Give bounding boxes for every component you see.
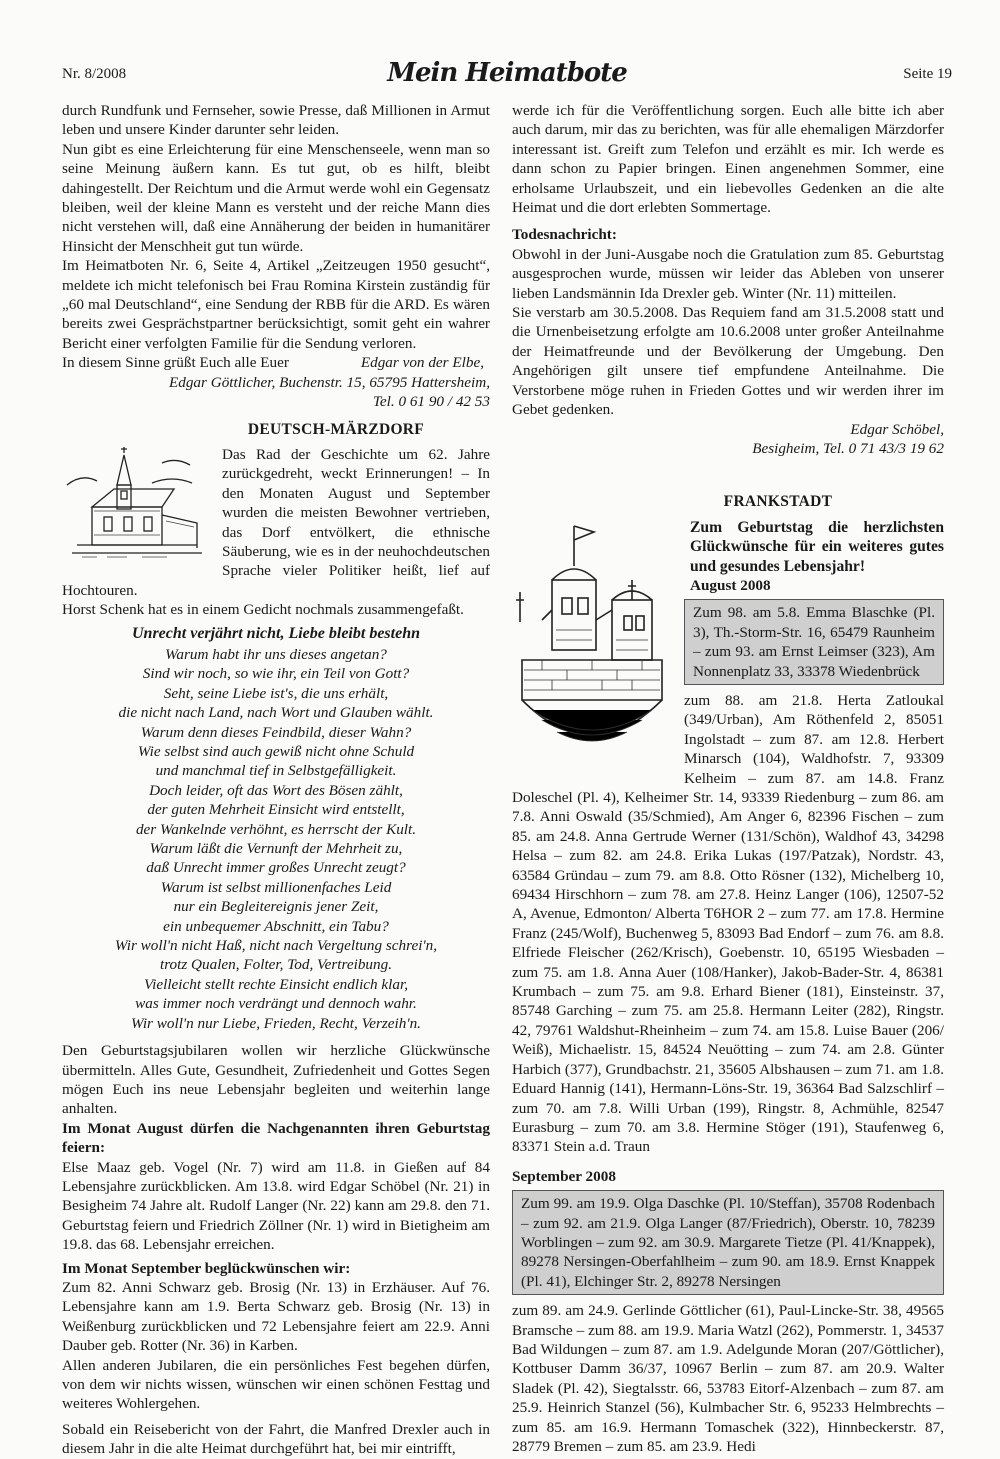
page-number: Seite 19 [903, 66, 952, 82]
left-column [62, 101, 490, 1459]
poem-line: Warum habt ihr uns dieses angetan? [165, 645, 387, 663]
poem-line: Sind wir noch, so wie ihr, ein Teil von Gott? [142, 665, 410, 683]
poem-line: ein unbequemer Abschnitt, ein Tabu? [163, 917, 389, 935]
poem-line: Wir woll'n nicht Haß, nicht nach Vergeltung schrei'n, [114, 937, 438, 955]
page-header [62, 58, 952, 88]
signature-line [62, 353, 490, 372]
poem-line: Wir woll'n nur Liebe, Frieden, Recht, Verzeih'n. [131, 1014, 421, 1032]
subheading-september-2008: September 2008 [512, 1167, 616, 1185]
castle-illustration [512, 520, 674, 773]
chapel-illustration [62, 445, 212, 568]
issue-number: Nr. 8/2008 [62, 66, 127, 82]
birthday-list-august: zum 88. am 21.8. Herta Zatloukal (349/Urban), Am Röthenfeld 2, 85051 Ingolstadt – zum 87. am 12.8. Herbert Minarsch (104), Waldhofstr. 7, 93309 Kelheim – zum 87. am 14.8. Franz Doleschel (Pl. 4), Kelheimer Str. 14, 93339 Riedenburg – zum 86. am 7.8. Anni Oswald (35/Schmied), Am Anger 6, 82396 Fischen – zum 85. am 24.8. Anna Gertrude Werner (131/Schön), Waldhof 43, 34298 Helsa – zum 82. am 24.8. Erika Lukas (197/Patzak), Nordstr. 43, 63584 Gründau – zum 79. am 8.8. Otto Rösner (132), Michelberg 10, 69434 Hirschhorn – zum 78. am 27.8. Heinz Langer (106), 12507-52 A, Avenue, Edmonton/ Alberta T6HOR 2 – zum 77. am 17.8. Hermine Franz (245/Wolf), Buchenweg 5, 83093 Bad Endorf – zum 76. am 8.8. Elfriede Fleischer (262/Krisch), Goebenstr. 10, 65195 Wiesbaden – zum 75. am 1.8. Anna Auer (108/Hanker), Jakob-Bader-Str. 4, 86381 Krumbach – zum 75. am 9.8. Erhard Biener (181), Einsteinstr. 37, 85748 Garching – zum 75. am 25.8. Hermann Leiter (282), Ringstr. 42, 79761 Waldshut-Rheinheim – zum 74. am 15.8. Luise Bauer (206/ Weiß), Michaelistr. 15, 84524 Neuötting – zum 74. am 2.8. Günter Harbich (377), Grundbachstr. 21, 35605 Albshausen – zum 71. am 1.8. Eduard Hannig (141), Hermann-Löns-Str. 19, 36364 Bad Salzschlirf – zum 70. am 7.8. Willi Urban (199), Ringstr. 8, Achmühle, 82547 Eurasburg – zum 70. am 3.8. Hermine Stöger (191), Staufenweg 6, 83371 Stein a.d. Traun [512, 691, 944, 1156]
highlight-box-september: Zum 99. am 19.9. Olga Daschke (Pl. 10/Steffan), 35708 Rodenbach – zum 92. am 21.9. Olga Langer (87/Friedrich), Oberstr. 10, 78239 Worblingen – zum 92. am 30.9. Margarete Tietze (Pl. 41/Knappek), 89278 Nersingen-Oberfahlheim – zum 90. am 18.9. Ernst Knappek (Pl. 41), Elchinger Str. 2, 89278 Nersingen [512, 1190, 944, 1295]
paragraph: Im Heimatboten Nr. 6, Seite 4, Artikel „Zeitzeugen 1950 gesucht“, meldete ich micht telefonisch bei Frau Romina Kirstein zuständig für „60 mal Deutschland“, eine Sendung der RBB für die ARD. Es wären bereits zwei Gesprächstpartner berücksichtigt, somit geht ein wahrer Bericht einer verfolgten Familie für die Sendung verloren. [62, 257, 490, 352]
signature-phone: Tel. 0 61 90 / 42 53 [372, 393, 490, 411]
section-intro [62, 445, 490, 600]
poem-line: Seht, seine Liebe ist's, die uns erhält, [163, 684, 389, 702]
poem-line: der guten Mehrheit Einsicht wird entstellt, [147, 801, 405, 819]
poem-line: Vielleicht stellt rechte Einsicht endlich klar, [143, 975, 408, 993]
poem-line: der Wankelnde verhöhnt, es herrscht der Kult. [135, 820, 417, 838]
birthday-wishes: Zum Geburtstag die herzlichsten Glückwünsche für ein weiteres gutes und gesundes Lebensjahr! [690, 518, 944, 575]
paragraph: Allen anderen Jubilaren, die ein persönliches Fest begehen dürfen, von dem wir nichts wissen, wünschen wir einen schönen Festtag und weiteres Wohlergehen. [62, 1356, 490, 1413]
paragraph: Else Maaz geb. Vogel (Nr. 7) wird am 11.8. in Gießen auf 84 Lebensjahre zurückblicken. Am 13.8. wird Edgar Schöbel (Nr. 21) in Besigheim 74 Jahre alt. Rudolf Langer (Nr. 22) kann am 29.8. den 71. Geburtstag feiern und Friedrich Zöllner (Nr. 1) wird in Bietigheim am 19.8. das 68. Lebensjahr erreichen. [62, 1158, 490, 1254]
poem-line: und manchmal tief in Selbstgefälligkeit. [155, 762, 397, 780]
subheading-death-notice: Todesnachricht: [512, 226, 617, 244]
paragraph: Obwohl in der Juni-Ausgabe noch die Gratulation zum 85. Geburtstag ausgesprochen wurde, müssen wir leider das Ableben von unserer lieben Landsmännin Ida Drexler geb. Winter (Nr. 11) mitteilen. [512, 245, 944, 302]
paragraph: Zum 82. Anni Schwarz geb. Brosig (Nr. 13) in Erzhäuser. Auf 76. Lebensjahre kann am 1.9. Berta Schwarz geb. Brosig (Nr. 13) in Weißenburg zurückblicken und 72 Lebensjahre feiert am 22.9. Anni Dauber geb. Rotter (Nr. 36) in Karben. [62, 1278, 490, 1355]
paragraph: werde ich für die Veröffentlichung sorgen. Euch alle bitte ich aber auch darum, mir das zu berichten, was für alle ehemaligen Märzdorfer interessant ist. Greift zum Telefon und erzählt es mir. Ich werde es dann schon zu Papier bringen. Einen angenehmen Sommer, eine erholsame Urlaubszeit, und ein liebevolles Gedenken an die alte Heimat und die dort erlebten Sommertage. [512, 102, 944, 217]
section-title-deutsch-maerzdorf: DEUTSCH-MÄRZDORF [247, 420, 425, 438]
poem-line: Doch leider, oft das Wort des Bösen zählt, [149, 781, 403, 799]
subheading-august-2008: August 2008 [690, 576, 771, 594]
birthday-list-september: zum 89. am 24.9. Gerlinde Göttlicher (61), Paul-Lincke-Str. 38, 49565 Bramsche – zum 88. am 19.9. Maria Watzl (262), Pommerstr. 1, 34537 Bad Wildungen – zum 87. am 1.9. Adelgunde Moran (207/Göttlicher), Kottbuser Damm 36/37, 10967 Berlin – zum 87. am 20.9. Walter Sladek (Pl. 42), Siegtalsstr. 66, 53783 Eitorf-Alzenbach – zum 87. am 25.9. Heinrich Stanzel (56), Kulmbacher Str. 6, 95233 Helmbrechts – zum 85. am 16.9. Hermann Tomaschek (322), Hinnbeckerstr. 87, 28779 Bremen – zum 85. am 23.9. Hedi [512, 1302, 944, 1455]
paragraph: durch Rundfunk und Fernseher, sowie Presse, daß Millionen in Armut leben und unsere Kinder darunter sehr leiden. [62, 102, 490, 139]
poem-line: was immer noch verdrängt und dennoch wahr. [135, 995, 417, 1013]
poem-line: Warum denn dieses Feindbild, dieser Wahn? [140, 723, 412, 741]
poem-title: Unrecht verjährt nicht, Liebe bleibt bestehn [132, 624, 420, 642]
poem-line: trotz Qualen, Folter, Tod, Vertreibung. [159, 956, 393, 974]
signature-name: Edgar von der Elbe, [360, 354, 484, 372]
right-column [512, 101, 944, 1456]
paragraph: Den Geburtstagsjubilaren wollen wir herzliche Glückwünsche übermitteln. Alles Gute, Gesundheit, Zufriedenheit und Gottes Segen mögen Euch ins neue Lebensjahr begleiten und weiterhin lange anhalten. [62, 1042, 490, 1118]
poem-line: daß Unrecht immer großes Unrecht zeugt? [146, 859, 406, 877]
highlight-box-august: Zum 98. am 5.8. Emma Blaschke (Pl. 3), Th.-Storm-Str. 16, 65479 Raunheim – zum 93. am Ernst Leimser (323), Am Nonnenplatz 33, 33378 Wiedenbrück [684, 599, 944, 685]
subheading-august: Im Monat August dürfen die Nachgenannten ihren Geburtstag feiern: [62, 1119, 490, 1157]
greeting: In diesem Sinne grüßt Euch alle Euer [62, 354, 289, 372]
death-signature-address: Besigheim, Tel. 0 71 43/3 19 62 [752, 439, 944, 457]
paragraph: Nun gibt es eine Erleichterung für eine Menschenseele, wenn man so seine Meinung äußern kann. Es tut gut, ob es hilft, bleibt dahingestellt. Der Reichtum und die Armut werde wohl ein Gegensatz bleiben, weil der kleine Mann es versteht und der reiche Mann dies nicht verstehen will, daß eine Annäherung der beiden in humanitärer Hinsicht der Menschheit gut tun würde. [62, 140, 490, 255]
subheading-september: Im Monat September beglückwünschen wir: [62, 1259, 351, 1277]
section-title-frankstadt: FRANKSTADT [723, 493, 833, 511]
paragraph: Sie verstarb am 30.5.2008. Das Requiem fand am 31.5.2008 statt und die Urnenbeisetzung erfolgte am 10.6.2008 unter großer Anteilnahme der Heimatfreunde und der Bevölkerung der Umgebung. Den Angehörigen gilt unsere tief empfundene Anteilnahme. Die Verstorbene möge ruhen in Frieden Gottes und wir werden ihrer im Gebet gedenken. [512, 304, 944, 419]
poem [62, 645, 490, 1033]
paragraph: Das Rad der Geschichte um 62. Jahre zurückgedreht, weckt Erinnerungen! – In den Monaten August und September wurden die meisten Bewohner vertrieben, das Dorf entvölkert, die ethnische Säuberung, wie es in der neuhochdeutschen Sprache vieler Politiker heißt, lief auf Hochtouren. [62, 445, 490, 599]
masthead-logo: Mein Heimatbote [387, 58, 627, 88]
poem-line: nur ein Begleitereignis jener Zeit, [173, 898, 379, 916]
death-signature-name: Edgar Schöbel, [850, 420, 944, 438]
poem-line: die nicht nach Land, nach Wort und Glauben wählt. [118, 704, 434, 722]
paragraph: Sobald ein Reisebericht von der Fahrt, die Manfred Drexler auch in diesem Jahr in die alte Heimat durchgeführt hat, bei mir eintrifft, [62, 1420, 490, 1458]
poem-line: Warum läßt die Vernunft der Mehrheit zu, [149, 840, 403, 858]
paragraph: Horst Schenk hat es in einem Gedicht nochmals zusammengefaßt. [62, 601, 464, 619]
poem-line: Wie selbst sind auch gewiß nicht ohne Schuld [137, 743, 415, 760]
poem-line: Warum ist selbst millionenfaches Leid [160, 878, 392, 896]
signature-address: Edgar Göttlicher, Buchenstr. 15, 65795 Hattersheim, [168, 373, 490, 391]
